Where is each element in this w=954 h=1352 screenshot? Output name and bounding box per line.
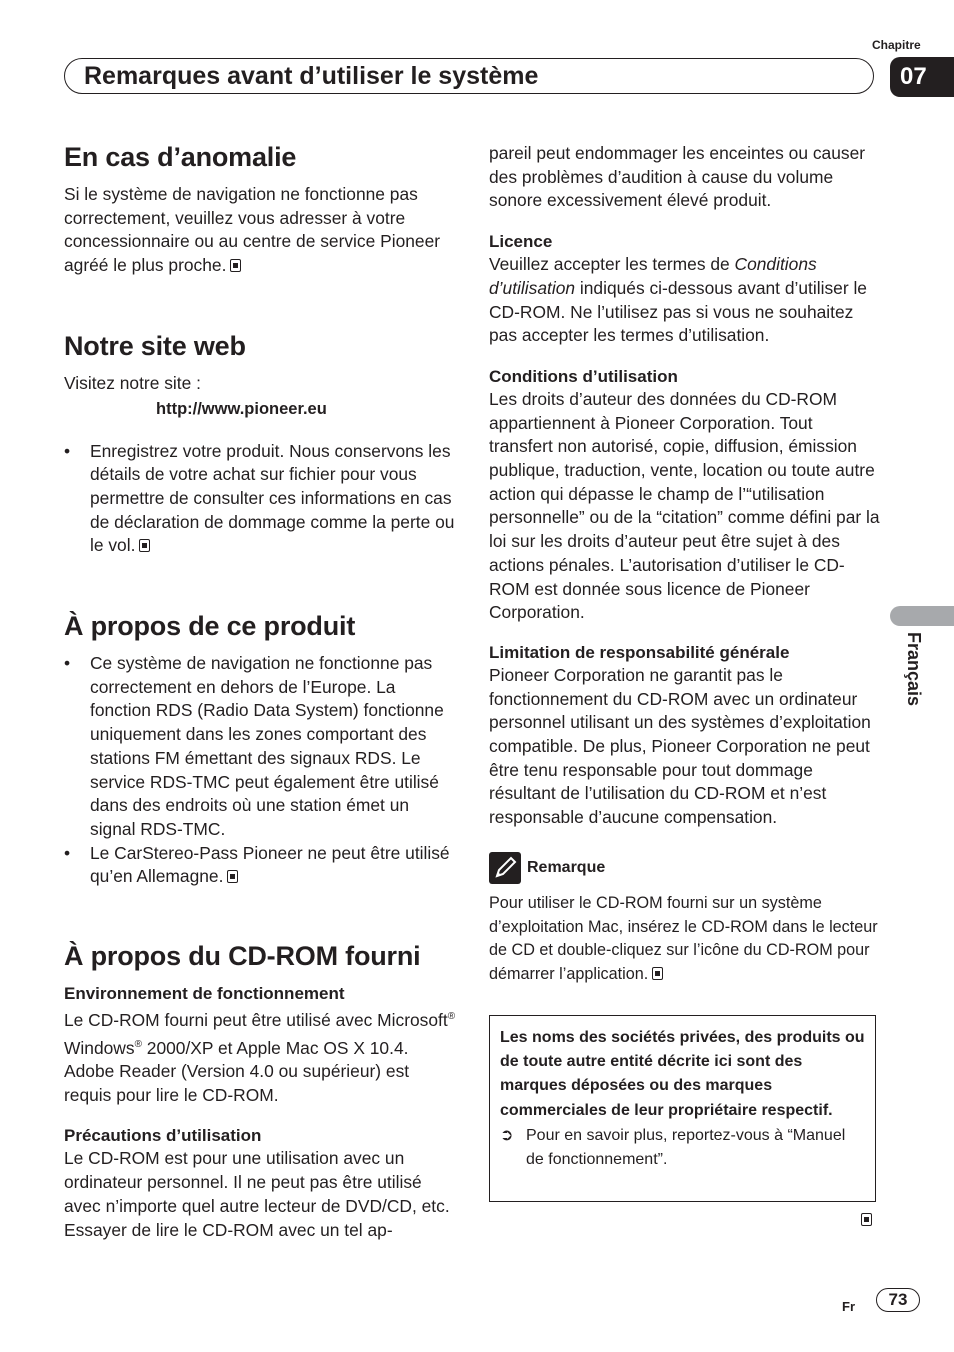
trademark-text: Les noms des sociétés privées, des produits ou de toute autre entité décrite ici sont des marques déposées ou des marques commerciales de leur propriétaire respectif.: [500, 1029, 865, 1119]
note-pencil-icon: [489, 852, 521, 884]
section-title-cdrom: À propos du CD-ROM fourni: [64, 941, 421, 972]
note-title: Remarque: [527, 858, 606, 876]
site-visit-text: Visitez notre site :: [64, 372, 201, 393]
prec-text-part2: pareil peut endommager les enceintes ou causer des problèmes d’audition à cause du volume sonore excessivement élevé produit.: [489, 143, 866, 211]
lim-text: Pioneer Corporation ne garantit pas le fonctionnement du CD-ROM avec un ordinateur personnel utilisant un des systèmes d’exploitation compatible. De plus, Pioneer Corporation ne peut être tenu responsable pour tout dommage résultant de l’utilisation du CD-ROM et n’est responsable d’aucune compensation.: [489, 664, 871, 828]
list-item: • Le CarStereo-Pass Pioneer ne peut être utilisé qu’en Allemagne.: [64, 842, 456, 889]
reference-text: Pour en savoir plus, reportez-vous à “Manuel de fonctionnement”.: [526, 1126, 846, 1168]
chapter-label: Chapitre: [872, 38, 921, 52]
env-text-2: Adobe Reader (Version 4.0 ou supérieur) est requis pour lire le CD-ROM.: [64, 1061, 410, 1105]
left-column: [64, 140, 456, 1242]
lic-title: Licence: [489, 232, 553, 252]
cond-title: Conditions d’utilisation: [489, 366, 678, 386]
reference-note: [500, 1124, 865, 1172]
end-mark-icon: [227, 870, 238, 883]
language-code: Fr: [842, 1299, 855, 1314]
language-label: Français: [904, 632, 924, 707]
prec-title: Précautions d’utilisation: [64, 1126, 262, 1146]
list-item: • Ce système de navigation ne fonctionne pas correctement en dehors de l’Europe. La fonction RDS (Radio Data System) fonctionne uniquement dans les zones comportant des stations FM émettant des signaux RDS. Le service RDS-TMC peut également être utilisé dans des endroits où une station émet un signal RDS-TMC.: [64, 652, 456, 842]
end-mark-icon: [861, 1213, 872, 1226]
page-number: 73: [876, 1288, 920, 1312]
section-title-site: Notre site web: [64, 330, 246, 361]
note-header: [489, 852, 881, 884]
list-item: • Enregistrez votre produit. Nous conservons les détails de votre achat sur fichier pour vous permettre de consulter ces informations en cas de déclaration de dommage comme la perte ou le vol.: [64, 440, 456, 559]
cond-text: Les droits d’auteur des données du CD-ROM appartiennent à Pioneer Corporation. Tout transfert non autorisé, copie, diffusion, émission publique, traduction, vente, location ou toute autre action qui dépasse le champ de l’“utilisation personnelle” ou de la “citation” comme défini par la loi sur les droits d’auteur peut être sujet à des actions pénales. L’autorisation d’utiliser le CD-ROM est donnée sous licence de Pioneer Corporation.: [489, 388, 880, 623]
section-title-anomalie: En cas d’anomalie: [64, 142, 297, 172]
lic-text: Veuillez accepter les termes de Conditions d’utilisation indiqués ci-dessous avant d’utiliser le CD-ROM. Ne l’utilisez pas si vous ne souhaitez pas accepter les termes d’utilisation.: [489, 254, 867, 346]
section-title-produit: À propos de ce produit: [64, 611, 356, 642]
website-link[interactable]: http://www.pioneer.eu: [156, 399, 327, 418]
box-end-mark: [857, 1212, 872, 1230]
end-mark-icon: [230, 259, 241, 272]
language-tab: [890, 606, 954, 626]
note-text: Pour utiliser le CD-ROM fourni sur un système d’exploitation Mac, insérez le CD-ROM dans le lecteur de CD et double-cliquez sur l’icône du CD-ROM pour démarrer l’application.: [489, 893, 878, 983]
end-mark-icon: [139, 539, 150, 552]
anomalie-text: Si le système de navigation ne fonctionne pas correctement, veuillez vous adresser à votre concessionnaire ou au centre de service Pioneer agréé le plus proche.: [64, 184, 441, 276]
trademark-box: [489, 1015, 876, 1202]
prec-text-part1: Le CD-ROM est pour une utilisation avec un ordinateur personnel. Il ne peut pas être utilisé avec n’importe quel autre lecteur de DVD/CD, etc. Essayer de lire le CD-ROM avec un tel ap-: [64, 1148, 450, 1240]
produit-list: [64, 652, 456, 889]
arrow-icon: ➲: [500, 1126, 514, 1144]
end-mark-icon: [652, 967, 663, 980]
chapter-number: 07: [890, 57, 954, 97]
lim-title: Limitation de responsabilité générale: [489, 642, 790, 662]
page-title: Remarques avant d’utiliser le système: [84, 62, 539, 90]
env-title: Environnement de fonctionnement: [64, 984, 345, 1004]
env-text: Le CD-ROM fourni peut être utilisé avec Microsoft® Windows® 2000/XP et Apple Mac OS X 10.4.: [64, 1009, 456, 1058]
right-column: [489, 142, 881, 987]
site-list: [64, 440, 456, 559]
